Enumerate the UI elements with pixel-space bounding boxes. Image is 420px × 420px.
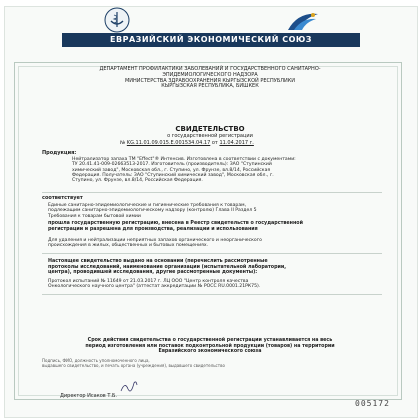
- certificate-subtitle: о государственной регистрации: [167, 133, 253, 139]
- certificate-title: СВИДЕТЕЛЬСТВО: [175, 125, 245, 133]
- reg-prefix: №: [120, 140, 126, 146]
- use-line: Для удаления и нейтрализации неприятных запахов органического и неорганического: [48, 238, 262, 243]
- product-line: Нейтрализатор запаха ТМ "Effect"® Интенсив. Изготовлена в соответствии с документами:: [72, 157, 296, 162]
- registration-date: 11.04.2017 г.: [219, 140, 254, 146]
- registration-number: KG.11.01.09.015.Е.001534.04.17: [126, 140, 211, 146]
- compliance-block: [48, 203, 358, 219]
- issuer-line: ДЕПАРТАМЕНТ ПРОФИЛАКТИКИ ЗАБОЛЕВАНИЙ И ГОСУДАРСТВЕННОГО САНИТАРНО-: [99, 66, 321, 72]
- union-banner: ЕВРАЗИЙСКИЙ ЭКОНОМИЧЕСКИЙ СОЮЗ: [62, 33, 360, 47]
- issuer-line: ЭПИДЕМИОЛОГИЧЕСКОГО НАДЗОРА: [162, 71, 258, 78]
- compliance-line: Единые санитарно-эпидемиологические и гигиенические требования к товарам,: [48, 203, 247, 208]
- registration-line: [120, 141, 254, 147]
- caption-line: Подпись, ФИО, должность уполномоченного лица,: [42, 358, 150, 363]
- eaeu-logo-icon: [286, 10, 320, 32]
- issuer-line: МИНИСТЕРСТВА ЗДРАВООХРАНЕНИЯ КЫРГЫЗСКОЙ РЕСПУБЛИКИ: [124, 77, 296, 84]
- issuer-line: КЫРГЫЗСКАЯ РЕСПУБЛИКА, БИШКЕК: [161, 83, 259, 90]
- caption-line: выдавшего свидетельство, и печать органа (учреждения), выдавшего свидетельство: [42, 362, 225, 368]
- signature-mark-icon: [120, 379, 138, 395]
- registered-line: прошла государственную регистрацию, внесена в Реестр свидетельств о государственной: [48, 221, 303, 226]
- divider: [42, 253, 382, 254]
- product-line: Ступино, ул. Фрунзе, вл.8/14, Российская Федерация.: [72, 178, 203, 184]
- basis-line: центра), проводившей исследования, другие рассмотренные документы):: [48, 270, 258, 276]
- product-line: химический завод", Московская обл., г. Ступино, ул. Фрунзе, вл.8/14, Российская: [72, 167, 271, 173]
- basis-block: [48, 259, 358, 276]
- validity-line: период изготовления или поставок подконтрольной продукции (товаров) на территории: [85, 343, 335, 349]
- issuer-block: [40, 67, 380, 90]
- protocol-block: [48, 279, 358, 290]
- divider: [42, 294, 382, 295]
- compliance-line: Требования к товарам бытовой химии: [48, 213, 141, 219]
- product-line: ТУ 20.41.41-009-02663513-2017. Изготовитель (производитель): ЗАО "Ступинский: [72, 162, 272, 168]
- registered-block: [48, 221, 358, 232]
- basis-line: Настоящее свидетельство выдано на основании (перечислить рассмотренные: [48, 259, 268, 264]
- serial-number: 005172: [355, 399, 390, 408]
- compliance-label: соответствует: [42, 195, 83, 201]
- use-block: [48, 238, 358, 249]
- use-line: происхождения в жилых, общественных и бытовых помещениях.: [48, 243, 209, 249]
- compliance-line: подлежащим санитарно-эпидемиологическому надзору (контролю) Глава II Раздел 5: [48, 208, 257, 214]
- validity-block: [40, 338, 380, 355]
- caduceus-emblem-icon: [104, 7, 130, 33]
- product-line: Федерация. Получатель: ЗАО "Ступинский химический завод", Московская обл., г.: [72, 172, 274, 178]
- divider: [42, 192, 382, 193]
- signer-name: Директор Исаков Т.Б.: [60, 393, 117, 399]
- validity-line: Срок действия свидетельства о государственной регистрации устанавливается на весь: [87, 338, 333, 343]
- product-block: [72, 157, 382, 183]
- validity-line: Евразийского экономического союза: [158, 349, 262, 355]
- protocol-line: Онкологического научного центра" (аттестат аккредитации № РОСС RU.0001.21РК75).: [48, 284, 261, 290]
- signature-caption: [42, 359, 342, 368]
- registered-line: регистрации и разрешена для производства, реализации и использования: [48, 226, 258, 232]
- date-prefix: от: [211, 140, 218, 146]
- basis-line: протоколы исследований, наименование организации (испытательной лаборатории,: [48, 264, 287, 270]
- protocol-line: Протокол испытаний № 11649 от 21.03.2017 г. ЛЦ ООО "Центр контроля качества: [48, 279, 249, 284]
- product-label: Продукция:: [42, 150, 77, 156]
